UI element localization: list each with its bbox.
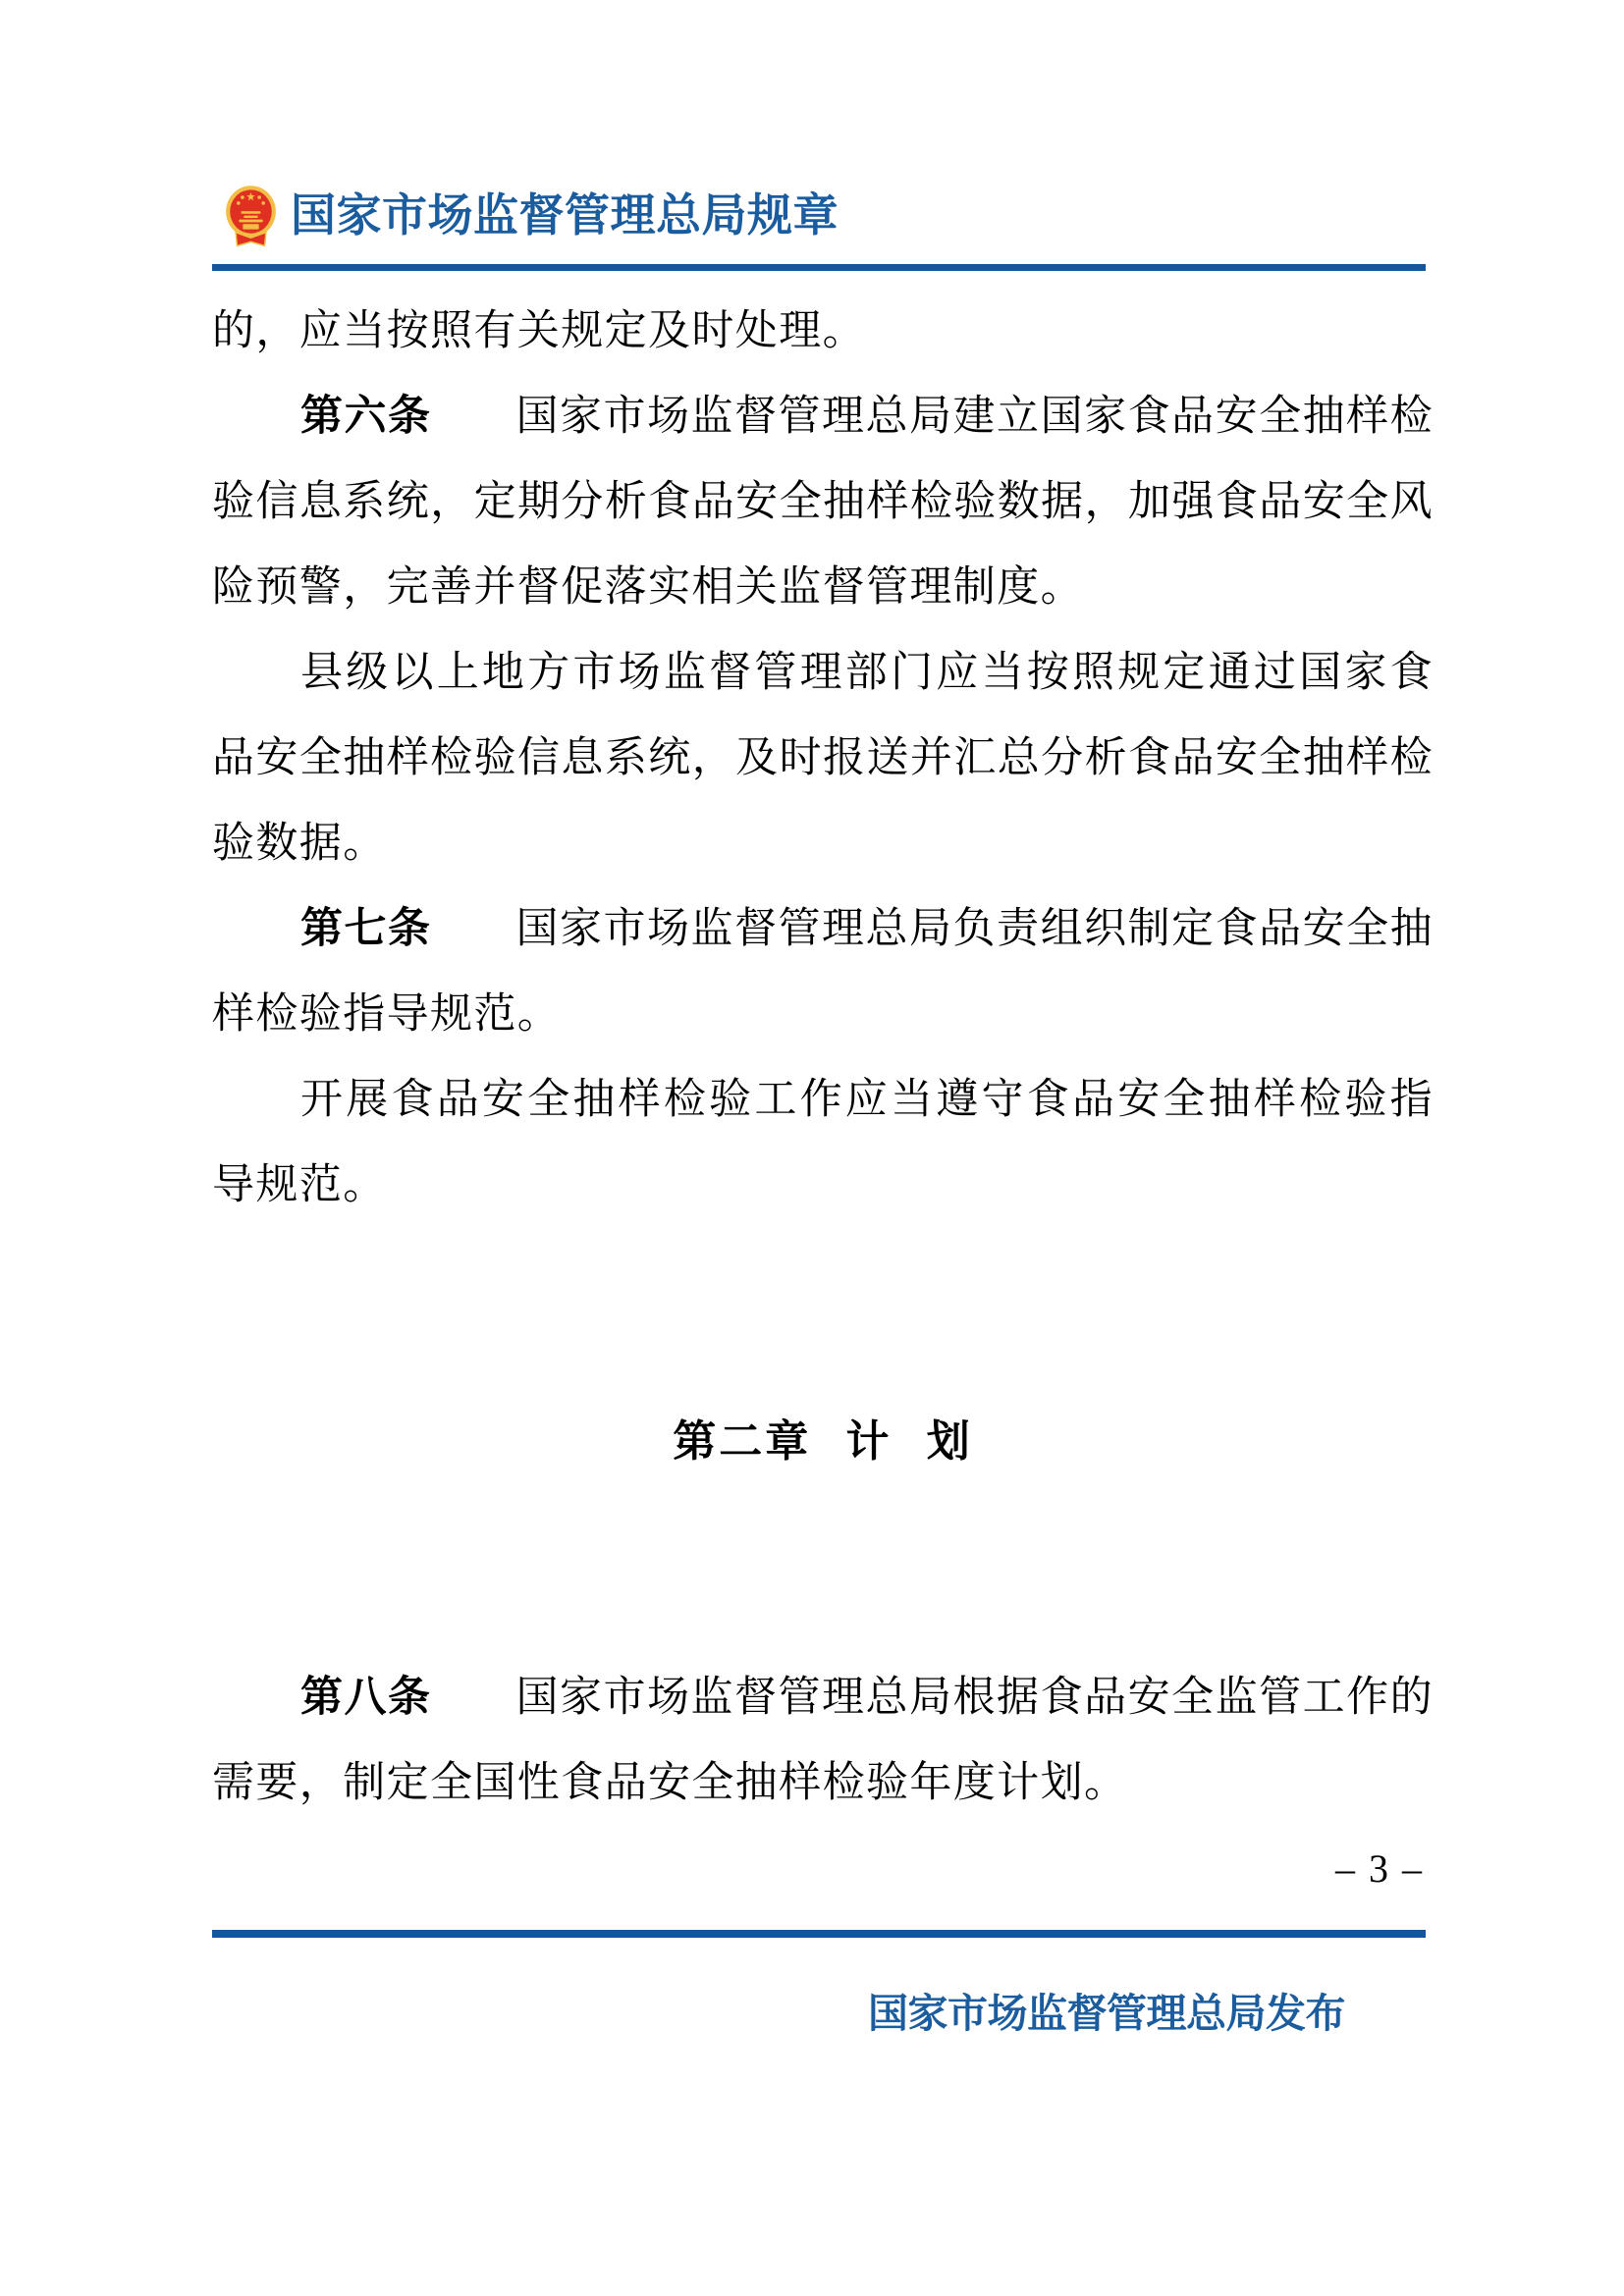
- paragraph-text: 县级以上地方市场监督管理部门应当按照规定通过国家食品安全抽样检验信息系统，及时报送并汇总分析食品安全抽样检验数据。: [212, 650, 1434, 867]
- paragraph-text: 国家市场监督管理总局负责组织制定食品安全抽样检验指导规范。: [212, 906, 1434, 1038]
- page-number: – 3 –: [1335, 1846, 1424, 1891]
- document-header: [224, 183, 839, 249]
- paragraph: [212, 886, 1434, 1057]
- article-lead: 第六条: [300, 393, 432, 440]
- header-rule: [212, 264, 1426, 271]
- document-body: [212, 289, 1434, 1911]
- paragraph-text: 开展食品安全抽样检验工作应当遵守食品安全抽样检验指导规范。: [212, 1077, 1434, 1208]
- paragraph: [212, 630, 1434, 886]
- header-title: 国家市场监督管理总局规章: [291, 190, 839, 240]
- paragraph-text: 的，应当按照有关规定及时处理。: [212, 308, 866, 354]
- publisher-label: 国家市场监督管理总局发布: [868, 1991, 1345, 2036]
- paragraph-text: 国家市场监督管理总局根据食品安全监管工作的需要，制定全国性食品安全抽样检验年度计划。: [212, 1675, 1434, 1806]
- chapter-heading: 第二章 计 划: [673, 1417, 973, 1466]
- paragraph: [212, 289, 1434, 374]
- footer-rule: [212, 1930, 1426, 1938]
- paragraph: [212, 374, 1434, 630]
- national-emblem-icon: [224, 184, 278, 249]
- article-lead: 第七条: [300, 905, 432, 952]
- paragraph: [212, 1655, 1434, 1826]
- paragraph: [212, 1057, 1434, 1228]
- article-lead: 第八条: [300, 1674, 432, 1721]
- document-footer: [212, 1985, 1434, 2042]
- paragraph-text: 国家市场监督管理总局建立国家食品安全抽样检验信息系统，定期分析食品安全抽样检验数据，加强食品安全风险预警，完善并督促落实相关监督管理制度。: [212, 394, 1434, 611]
